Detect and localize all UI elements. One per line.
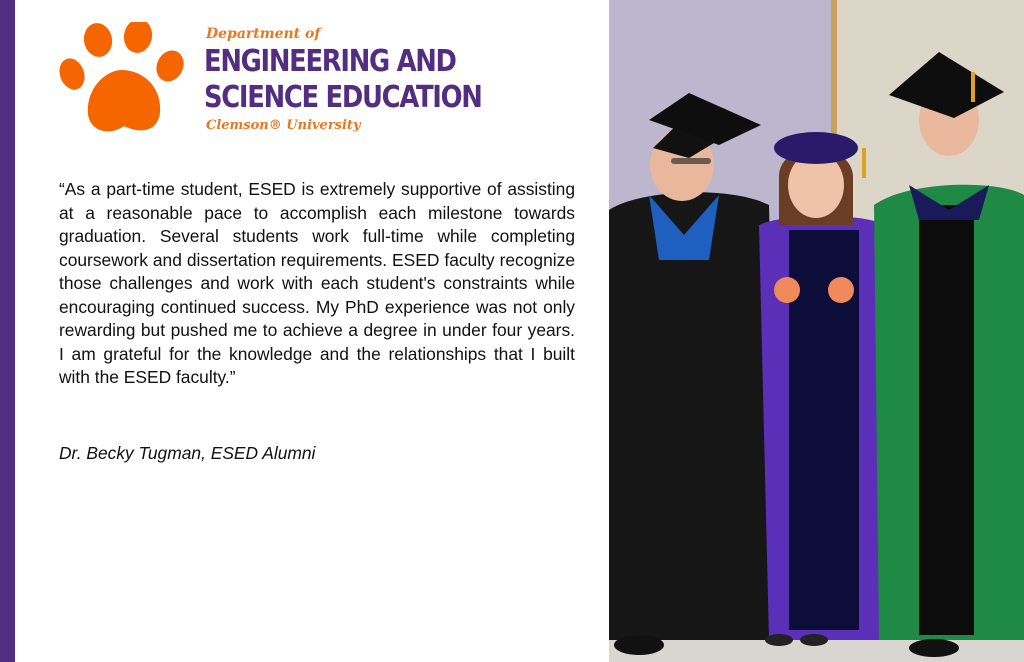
testimonial-quote: “As a part-time student, ESED is extremely supportive of assisting at a reasonable pace to accomplish each milestone towards graduation. Several students work full-time while completing coursework and dissertation requirements. ESED faculty recognize those challenges and work with each student's constraints while encouraging continued success. My PhD experience was not only rewarding but pushed me to achieve a degree in under four years. I am grateful for the knowledge and the relationships that I built with the ESED faculty.”	[59, 179, 575, 387]
left-accent-bar	[0, 0, 15, 662]
department-name-line1: ENGINEERING AND	[204, 44, 456, 79]
department-prefix: Department of	[206, 26, 321, 42]
department-name-line2: SCIENCE EDUCATION	[204, 80, 482, 115]
university-name: Clemson® University	[206, 118, 361, 133]
department-logo	[58, 22, 482, 142]
testimonial-attribution: Dr. Becky Tugman, ESED Alumni	[59, 443, 316, 463]
graduates-illustration	[609, 0, 1024, 662]
graduation-photo	[609, 0, 1024, 662]
tiger-paw-icon	[58, 22, 188, 140]
